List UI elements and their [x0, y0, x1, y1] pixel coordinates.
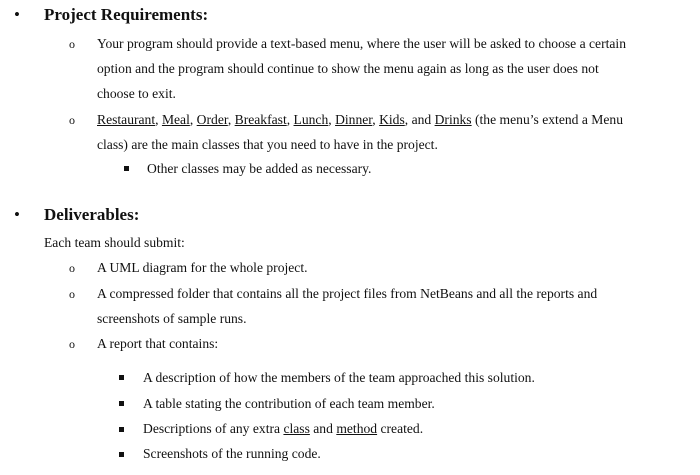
class-name-drinks: Drinks — [434, 112, 472, 127]
class-name-meal: Meal — [161, 112, 190, 127]
class-name-kids: Kids — [379, 112, 405, 127]
req-item1-line1: Your program should provide a text-based menu, where the user will be asked to choose a certain — [97, 36, 627, 51]
bullet-level3 — [119, 401, 124, 406]
bullet-level3 — [119, 375, 124, 380]
report-item-extra: Descriptions of any extra class and method created. — [143, 421, 424, 436]
deliv-item2-line2: screenshots of sample runs. — [97, 311, 247, 326]
class-name-dinner: Dinner — [335, 112, 373, 127]
deliv-item3: A report that contains: — [97, 336, 219, 351]
deliverables-intro: Each team should submit: — [44, 235, 185, 250]
bullet-level2: o — [69, 337, 75, 351]
word-method: method — [336, 421, 378, 436]
report-item-table: A table stating the contribution of each team member. — [143, 396, 435, 411]
bullet-level1: • — [14, 205, 20, 224]
report-item-screenshots: Screenshots of the running code. — [143, 446, 321, 461]
deliv-item1: A UML diagram for the whole project. — [97, 260, 308, 275]
req-item1-line3: choose to exit. — [97, 86, 176, 101]
word-class: class — [283, 421, 310, 436]
class-name-breakfast: Breakfast — [234, 112, 287, 127]
req-sub-item1: Other classes may be added as necessary. — [147, 161, 372, 176]
class-name-order: Order — [196, 112, 228, 127]
req-item1-line2: option and the program should continue to show the menu again as long as the user does not — [97, 61, 599, 76]
class-name-lunch: Lunch — [293, 112, 329, 127]
bullet-level2: o — [69, 37, 75, 51]
bullet-level3 — [124, 166, 129, 171]
bullet-level3 — [119, 452, 124, 457]
report-item-description: A description of how the members of the team approached this solution. — [143, 370, 535, 385]
bullet-level2: o — [69, 113, 75, 127]
project-requirements-heading: Project Requirements: — [44, 5, 209, 24]
req-item2-line1: Restaurant, Meal, Order, Breakfast, Lunch, Dinner, Kids, and Drinks (the menu’s extend a Menu — [97, 112, 623, 127]
deliv-item2-line1: A compressed folder that contains all the project files from NetBeans and all the reports and — [97, 286, 598, 301]
bullet-level1: • — [14, 5, 20, 24]
deliverables-heading: Deliverables: — [44, 205, 140, 224]
bullet-level2: o — [69, 261, 75, 275]
class-name-restaurant: Restaurant — [97, 112, 156, 127]
bullet-level2: o — [69, 287, 75, 301]
req-item2-line2: class) are the main classes that you need to have in the project. — [97, 137, 438, 152]
bullet-level3 — [119, 427, 124, 432]
